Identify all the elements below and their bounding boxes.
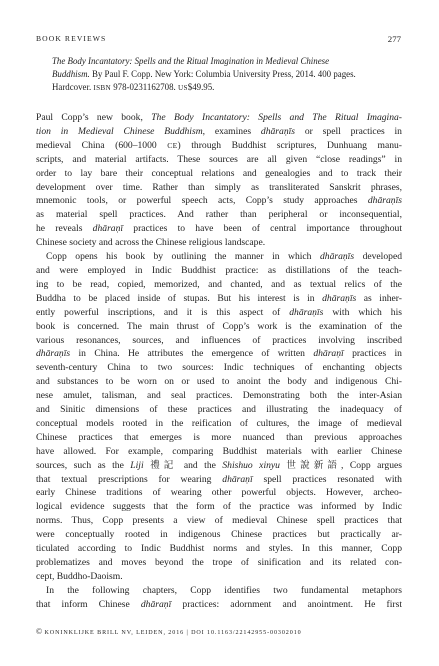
body-line: conceptual models rooted in the reification of cultures, the image of medieval (36, 417, 402, 429)
review-body (36, 111, 402, 612)
publication-details: By Paul F. Copp. New York: Columbia University Press, 2014. 400 pages. (89, 69, 356, 80)
body-line: book is concerned. The main thrust of Copp’s work is the examination of the (36, 320, 402, 332)
body-line: development over time. Rather than simply as transliterated Sanskrit phrases, (36, 181, 402, 193)
citation-publication-line (52, 68, 388, 81)
body-line: mnemonic tools, or powerful speech acts, Copp’s study approaches dhāraṇīs (36, 195, 402, 207)
body-line: that textual prescriptions for wearing dhāraṇī spell practices resonated with (36, 473, 402, 485)
body-line: order to lay bare their conceptual relations and genealogies and to track their (36, 167, 402, 179)
footer-separator: | (186, 630, 189, 636)
body-line: Chinese practices that emerges is more nuanced than previous approaches (36, 431, 402, 443)
price-currency: US (177, 84, 188, 93)
body-line: and substances to be worn on or used to anoint the body and indigenous Chi- (36, 376, 402, 388)
body-line: early Chinese traditions of wearing other powerful objects. However, archeo- (36, 487, 402, 499)
body-line: and were employed in Indic Buddhist practice: as distillations of the teach- (36, 264, 402, 276)
page-number: 277 (387, 34, 401, 44)
body-line: Paul Copp’s new book, The Body Incantatory: Spells and The Ritual Imagina- (36, 112, 402, 123)
paragraph-1 (36, 111, 402, 250)
body-line: ing to be read, copied, memorized, and chanted, and as textual relics of the (36, 278, 402, 290)
citation-title-line (52, 55, 388, 68)
doi: DOI 10.1163/22142955-00302010 (188, 630, 302, 636)
body-line: nese amulet, talisman, and seal practices. Demonstrating both the inter-Asian (36, 390, 402, 402)
body-line: seventh-century China to two sources: Indic techniques of enchanting objects (36, 362, 402, 374)
body-line: Buddha to be placed inside of stupas. But his interest is in dhāraṇīs as inher- (36, 292, 403, 304)
book-citation (52, 55, 388, 96)
paragraph-3 (36, 584, 402, 612)
body-line: medieval China (600–1000 CE) through Buddhist scriptures, Dunhuang manu- (36, 139, 403, 151)
section-title: BOOK REVIEWS (36, 34, 107, 43)
running-header (36, 34, 401, 46)
body-line: scripts, and material artifacts. These sources are all given “close readings” in (36, 153, 402, 165)
body-line: Copp opens his book by outlining the manner in which dhāraṇīs developed (46, 251, 402, 263)
body-line: ticulated according to Indic Buddhist norms and styles. In this manner, Copp (36, 543, 402, 555)
isbn-label: ISBN (93, 84, 111, 93)
publisher-line: KONINKLIJKE BRILL NV, LEIDEN, 2016 (42, 630, 187, 636)
body-line: he reveals dhāraṇī practices to have been of central importance throughout (36, 223, 402, 235)
body-line: as material spell practices. And rather than peripheral or inconsequential, (36, 209, 402, 221)
body-line: ently powerful inscriptions, and it is this aspect of dhāraṇīs with which his (36, 306, 402, 318)
body-line: dhāraṇīs in China. He attributes the emergence of written dhāraṇī practices in (36, 348, 402, 360)
paragraph-2 (36, 250, 402, 584)
body-line: have allowed. For example, comparing Buddhist materials with earlier Chinese (36, 445, 402, 457)
binding: Hardcover. (52, 82, 94, 93)
body-line: that inform Chinese dhāraṇī practices: adornment and anointment. He first (36, 598, 402, 610)
book-title: The Body Incantatory: Spells and the Ritual Imagination in Medieval Chinese (52, 56, 330, 66)
isbn-value: 978-0231162708. (110, 82, 178, 93)
body-line: and Sinitic dimensions of these practices and illustrating the inadequacy of (36, 404, 402, 416)
body-line: various resonances, sources, and influences of practices involving inscribed (36, 334, 402, 346)
page-footer (36, 627, 302, 636)
price-value: $49.95. (187, 82, 215, 93)
copyright-symbol: © (36, 627, 43, 636)
body-line: were conceptually rooted in indigenous Chinese practices but practically ar- (36, 529, 402, 541)
body-line: tion in Medieval Chinese Buddhism, examines dhāraṇīs or spell practices in (36, 125, 402, 137)
book-title-end: Buddhism. (52, 69, 90, 80)
body-line: logical evidence suggests that the form of the practice was informed by Indic (36, 501, 402, 513)
body-line: problematizes and moves beyond the trope of sinification and its related con- (36, 557, 402, 568)
body-line: In the following chapters, Copp identifies two fundamental metaphors (46, 584, 402, 596)
citation-isbn-line (52, 81, 388, 95)
body-line: norms. Thus, Copp presents a view of medieval Chinese spell practices that (36, 515, 402, 527)
body-line: Chinese society and across the Chinese religious landscape. (36, 237, 266, 249)
body-line: sources, such as the Liji 禮記 and the Shishuo xinyu 世說新語, Copp argues (36, 459, 402, 471)
body-line: cept, Buddho-Daoism. (36, 570, 123, 582)
